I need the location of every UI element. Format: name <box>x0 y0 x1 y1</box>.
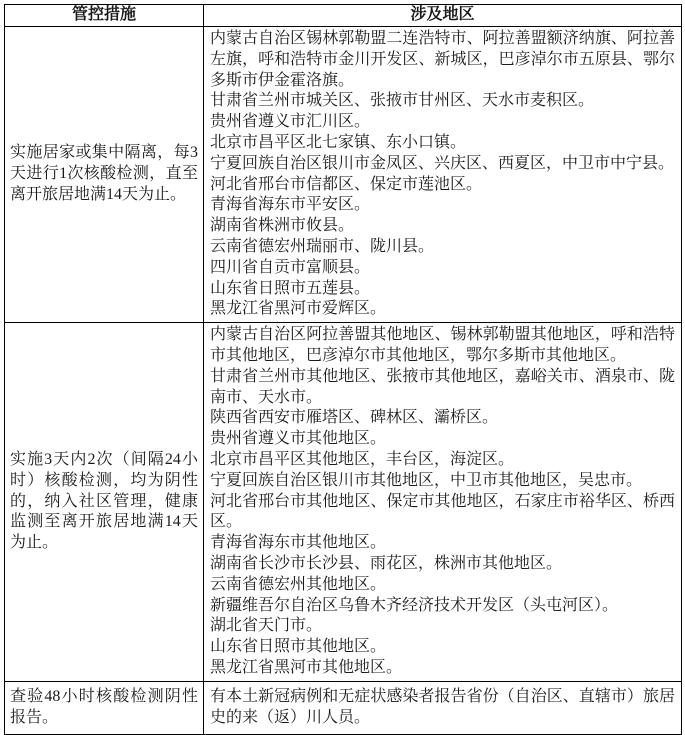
table-body <box>5 27 682 735</box>
region-entry: 湖北省天门市。 <box>210 617 323 635</box>
region-entry: 云南省德宏州其他地区。 <box>210 575 387 593</box>
region-entry: 山东省日照市五莲县。 <box>210 279 371 297</box>
region-entry: 黑龙江省黑河市其他地区。 <box>210 658 403 676</box>
col-header-regions: 涉及地区 <box>204 5 682 27</box>
regions-cell <box>204 27 682 323</box>
regions-cell <box>204 323 682 682</box>
region-entry: 湖南省株洲市攸县。 <box>210 217 355 235</box>
measure-cell <box>5 323 204 682</box>
region-entry: 湖南省长沙市长沙县、雨花区，株洲市其他地区。 <box>210 554 563 572</box>
region-entry: 内蒙古自治区锡林郭勒盟二连浩特市、阿拉善盟额济纳旗、阿拉善左旗，呼和浩特市金川开发区、新城区，巴彦淖尔市五原县、鄂尔多斯市伊金霍洛旗。 <box>210 30 675 89</box>
region-entry: 贵州省遵义市汇川区。 <box>210 113 371 131</box>
measure-cell <box>5 681 204 734</box>
region-entry: 有本土新冠病例和无症状感染者报告省份（自治区、直辖市）旅居史的来（返）川人员。 <box>210 687 675 726</box>
measure-cell <box>5 27 204 323</box>
region-entry: 陕西省西安市雁塔区、碑林区、灞桥区。 <box>210 409 499 427</box>
region-entry: 北京市昌平区其他地区，丰台区，海淀区。 <box>210 450 515 468</box>
table-row <box>5 27 682 323</box>
region-entry: 贵州省遵义市其他地区。 <box>210 430 387 448</box>
table-row <box>5 323 682 682</box>
table-row <box>5 681 682 734</box>
regions-cell <box>204 681 682 734</box>
control-measures-table <box>4 4 682 735</box>
region-entry: 云南省德宏州瑞丽市、陇川县。 <box>210 237 435 255</box>
measure-text: 实施3天内2次（间隔24小时）核酸检测，均为阴性的，纳入社区管理，健康监测至离开旅居地满14天为止。 <box>10 450 198 552</box>
region-entry: 四川省自贡市富顺县。 <box>210 258 371 276</box>
region-entry: 河北省邢台市其他地区、保定市其他地区，石家庄市裕华区、桥西区。 <box>210 492 675 531</box>
measure-text: 实施居家或集中隔离，每3天进行1次核酸检测，直至离开旅居地满14天为止。 <box>10 144 198 203</box>
region-entry: 甘肃省兰州市其他地区、张掖市其他地区，嘉峪关市、酒泉市、陇南市、天水市。 <box>210 367 675 406</box>
region-entry: 河北省邢台市信都区、保定市莲池区。 <box>210 175 483 193</box>
region-entry: 山东省日照市其他地区。 <box>210 638 387 656</box>
region-entry: 黑龙江省黑河市爱辉区。 <box>210 300 387 318</box>
region-entry: 新疆维吾尔自治区乌鲁木齐经济技术开发区（头屯河区）。 <box>210 596 619 614</box>
region-entry: 宁夏回族自治区银川市金凤区、兴庆区、西夏区，中卫市中宁县。 <box>210 154 675 172</box>
region-entry: 青海省海东市平安区。 <box>210 196 371 214</box>
region-entry: 宁夏回族自治区银川市其他地区，中卫市其他地区，吴忠市。 <box>210 471 643 489</box>
col-header-measures: 管控措施 <box>5 5 204 27</box>
region-entry: 青海省海东市其他地区。 <box>210 534 387 552</box>
region-entry: 甘肃省兰州市城关区、张掖市甘州区、天水市麦积区。 <box>210 92 595 110</box>
region-entry: 北京市昌平区北七家镇、东小口镇。 <box>210 133 467 151</box>
region-entry: 内蒙古自治区阿拉善盟其他地区、锡林郭勒盟其他地区，呼和浩特市其他地区，巴彦淖尔市其他地区，鄂尔多斯市其他地区。 <box>210 326 675 364</box>
header-row <box>5 5 682 27</box>
measure-text: 查验48小时核酸检测阴性报告。 <box>10 687 198 726</box>
